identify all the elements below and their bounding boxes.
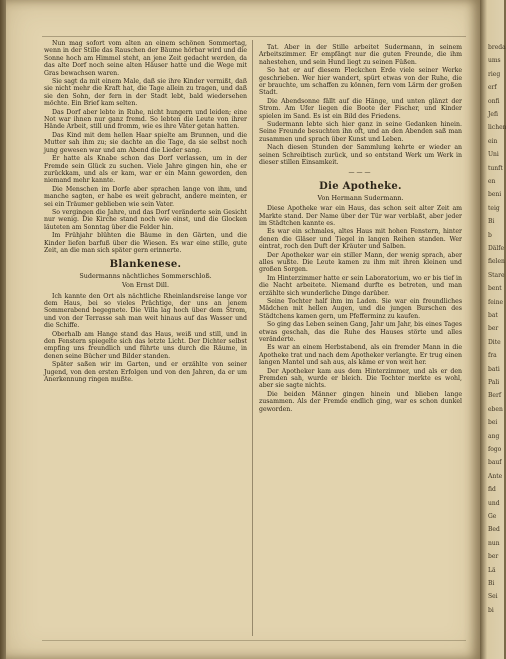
- adjacent-page-fragment: bei: [488, 419, 498, 427]
- adjacent-page-fragment: Dälfe: [488, 245, 505, 252]
- paragraph: Im Hinterzimmer hatte er sein Laboratorium, wo er bis tief in die Nacht arbeitete. Niemand durfte es betreten, und man erzählte sich wunderliche Dinge darüber.: [259, 274, 462, 297]
- paragraph: Der Apotheker kam aus dem Hinterzimmer, und als er den Fremden sah, wurde er bleich. Die Tochter merkte es wohl, aber sie sagte nichts.: [259, 367, 462, 390]
- adjacent-page-fragment: feine: [488, 298, 504, 306]
- paragraph: Im Frühjahr blühten die Bäume in den Gärten, und die Kinder liefen barfuß über die Wiesen. Es war eine stille, gute Zeit, an die man sich später gern erinnerte.: [44, 232, 247, 254]
- paragraph: Die Menschen im Dorfe aber sprachen lange von ihm, und manche sagten, er habe es weit gebracht, andere meinten, er sei ein Träumer geblieben wie sein Vater.: [44, 185, 247, 208]
- adjacent-page-fragment: ums: [488, 57, 501, 65]
- paragraph: Ich kannte den Ort als nächtliche Rheinlandsreise lange vor dem Haus, bei so vieles Prächtige, der uns an jenem Sommerabend begegnete. Die Villa lag hoch über dem Strom, und von der Terrasse sah man weit hinaus auf das Wasser und die Schiffe.: [44, 292, 247, 330]
- adjacent-page-fragment: bi: [488, 606, 494, 614]
- top-rule: [42, 36, 466, 37]
- adjacent-page-fragment: Uni: [488, 151, 499, 159]
- adjacent-page-fragment: Stare: [488, 271, 505, 279]
- article-title: Blankenese.: [109, 259, 182, 271]
- adjacent-page-fragment: nun: [488, 539, 500, 547]
- left-column: [44, 40, 247, 384]
- adjacent-page-fragment: rieg: [488, 70, 501, 78]
- paragraph: Tat. Aber in der Stille arbeitet Sudermann, in seinem Arbeitszimmer. Er empfängt nur die guten Freunde, die ihm nahestehen, und sein Hund liegt zu seinen Füßen.: [259, 44, 462, 66]
- adjacent-page-fragment: onfi: [488, 97, 500, 105]
- adjacent-page-fragment: Dite: [488, 338, 501, 346]
- paragraph: Nun mag sofort vom alten an einem schönen Sommertag, wenn in der Stille das Rauschen der Bäume hörbar wird und die Sonne hoch am Himmel steht, an jene Zeit gedacht werden, da das alte Dorf noch seine alten Häuser hatte und die Wege mit Gras bewachsen waren.: [44, 40, 247, 77]
- paragraph: So ging das Leben seinen Gang, Jahr um Jahr, bis eines Tages etwas geschah, das die Ruhe des Hauses störte und alles veränderte.: [259, 321, 462, 343]
- paragraph: Sie sagt da mit einem Male, daß sie ihre Kinder vermißt, daß sie nicht mehr die Kraft hat, die Tage allein zu tragen, und daß sie den Sohn, der fern in der Stadt lebt, bald wiedersehen möchte. Ein Brief kam selten.: [44, 78, 247, 108]
- adjacent-page-fragment: ber: [488, 325, 499, 333]
- adjacent-page-fragment: bat: [488, 312, 498, 319]
- adjacent-page-fragment: ber: [488, 553, 499, 561]
- adjacent-page-fragment: Ge: [488, 513, 497, 520]
- paragraph: Die beiden Männer gingen hinein und blieben lange zusammen. Als der Fremde endlich ging, war es schon dunkel geworden.: [259, 390, 462, 413]
- adjacent-page-fragment: fra: [488, 352, 497, 360]
- bottom-rule: [42, 640, 466, 641]
- adjacent-page-fragment: bati: [488, 365, 500, 373]
- adjacent-page-fragment: ein: [488, 137, 498, 145]
- adjacent-page-fragment: teig: [488, 204, 500, 212]
- article-byline: Von Ernst Dill.: [121, 280, 170, 289]
- paragraph: Es war ein schmales, altes Haus mit hohen Fenstern, hinter denen die Gläser und Tiegel in langen Reihen standen. Wer eintrat, roch den Duft der Kräuter und Salben.: [259, 228, 462, 251]
- paragraph: Nach diesen Stunden der Sammlung kehrte er wieder an seinen Schreibtisch zurück, und so entstand Werk um Werk in dieser stillen Einsamkeit.: [259, 144, 462, 167]
- adjacent-page-fragment: Lä: [488, 566, 496, 574]
- adjacent-page-fragment: en: [488, 178, 496, 185]
- paragraph: Diese Apotheke war ein Haus, das schon seit alter Zeit am Markte stand. Der Name über der Tür war verblaßt, aber jeder im Städtchen kannte es.: [259, 205, 462, 227]
- adjacent-page-fragment: lichen: [488, 124, 506, 132]
- adjacent-page-fragment: Ante: [488, 472, 503, 480]
- adjacent-page-fragment: Bi: [488, 218, 495, 226]
- paragraph: Der Apotheker war ein stiller Mann, der wenig sprach, aber alles wußte. Die Leute kamen zu ihm mit ihren kleinen und großen Sorgen.: [259, 251, 462, 274]
- article-subtitle: Sudermanns nächtliches Sommerschloß.: [79, 272, 212, 281]
- adjacent-page-fragment: fid: [488, 486, 496, 494]
- column-divider: [252, 40, 253, 636]
- adjacent-page-fragment: und: [488, 499, 500, 507]
- section-title: Die Apotheke.: [319, 180, 402, 192]
- paragraph: Sudermann lebte sich hier ganz in seine Gedanken hinein. Seine Freunde besuchten ihn oft, und an den Abenden saß man zusammen und sprach über Kunst und Leben.: [259, 121, 462, 143]
- paragraph: Das Kind mit dem hellen Haar spielte am Brunnen, und die Mutter sah ihm zu; sie dachte an die Tage, da sie selbst noch jung gewesen war und am Abend die Lieder sang.: [44, 131, 247, 154]
- adjacent-page-fragment: erf: [488, 84, 497, 92]
- adjacent-page-fragment: Pali: [488, 379, 500, 386]
- adjacent-page-fragment: b: [488, 231, 492, 239]
- paragraph: Später saßen wir im Garten, und er erzählte von seiner Jugend, von den ersten Erfolgen und von den Jahren, da er um Anerkennung ringen mußte.: [44, 361, 247, 384]
- adjacent-page-fragment: fielen: [488, 258, 505, 266]
- adjacent-page-fragment: Jefi: [488, 111, 498, 118]
- adjacent-page-fragment: beni: [488, 191, 502, 199]
- paragraph: Die Abendsonne fällt auf die Hänge, und unten glänzt der Strom. Am Ufer liegen die Boote der Fischer, und Kinder spielen im Sand. Es ist ein Bild des Friedens.: [259, 97, 462, 120]
- adjacent-page-fragment: eben: [488, 405, 503, 413]
- adjacent-page-fragment: fogo: [488, 446, 502, 453]
- left-column-body: [44, 40, 247, 254]
- adjacent-page-fragment: bauf: [488, 459, 502, 467]
- adjacent-page-fragment: Sei: [488, 593, 498, 601]
- paragraph: So hat er auf diesem Fleckchen Erde viele seiner Werke geschrieben. Wer hier wandert, spürt etwas von der Ruhe, die er brauchte, um schaffen zu können, fern vom Lärm der großen Stadt.: [259, 67, 462, 97]
- newspaper-page: [6, 0, 480, 659]
- adjacent-page-fragment: bent: [488, 285, 502, 293]
- paragraph: Oberhalb am Hange stand das Haus, weiß und still, und in den Fenstern spiegelte sich das letzte Licht. Der Dichter selbst empfing uns freundlich und führte uns durch die Räume, in denen seine Bücher und Bilder standen.: [44, 330, 247, 360]
- paragraph: Er hatte als Knabe schon das Dorf verlassen, um in der Fremde sein Glück zu suchen. Viele Jahre gingen hin, ehe er zurückkam, und als er kam, war er ein Mann geworden, den niemand mehr kannte.: [44, 155, 247, 185]
- right-column: [259, 44, 462, 414]
- adjacent-page-fragment: ang: [488, 432, 500, 440]
- adjacent-page-edge: [480, 0, 504, 659]
- section-byline: Von Hermann Sudermann.: [317, 193, 404, 202]
- paragraph: Seine Tochter half ihm im Laden. Sie war ein freundliches Mädchen mit hellen Augen, und die jungen Burschen des Städtchens kamen gern, um Pfefferminz zu kaufen.: [259, 297, 462, 320]
- paragraph: Es war an einem Herbstabend, als ein fremder Mann in die Apotheke trat und nach dem Apotheker verlangte. Er trug einen langen Mantel und sah aus, als käme er von weit her.: [259, 344, 462, 367]
- adjacent-page-fragment: Bed: [488, 526, 500, 534]
- adjacent-page-fragment: Bi: [488, 580, 495, 587]
- section-separator: ———: [348, 168, 373, 176]
- adjacent-page-fragment: Berf: [488, 392, 502, 400]
- adjacent-page-fragment: breda: [488, 44, 506, 51]
- paragraph: Das Dorf aber lebte in Ruhe, nicht hungern und leiden; eine Not war ihnen nur ganz fremd. So lebten die Leute von ihrer Hände Arbeit, still und fromm, wie es ihre Väter getan hatten.: [44, 108, 247, 131]
- adjacent-page-fragment: tunft: [488, 164, 503, 172]
- paragraph: So vergingen die Jahre, und das Dorf veränderte sein Gesicht nur wenig. Die Kirche stand noch wie einst, und die Glocken läuteten am Sonntag über die Felder hin.: [44, 208, 247, 231]
